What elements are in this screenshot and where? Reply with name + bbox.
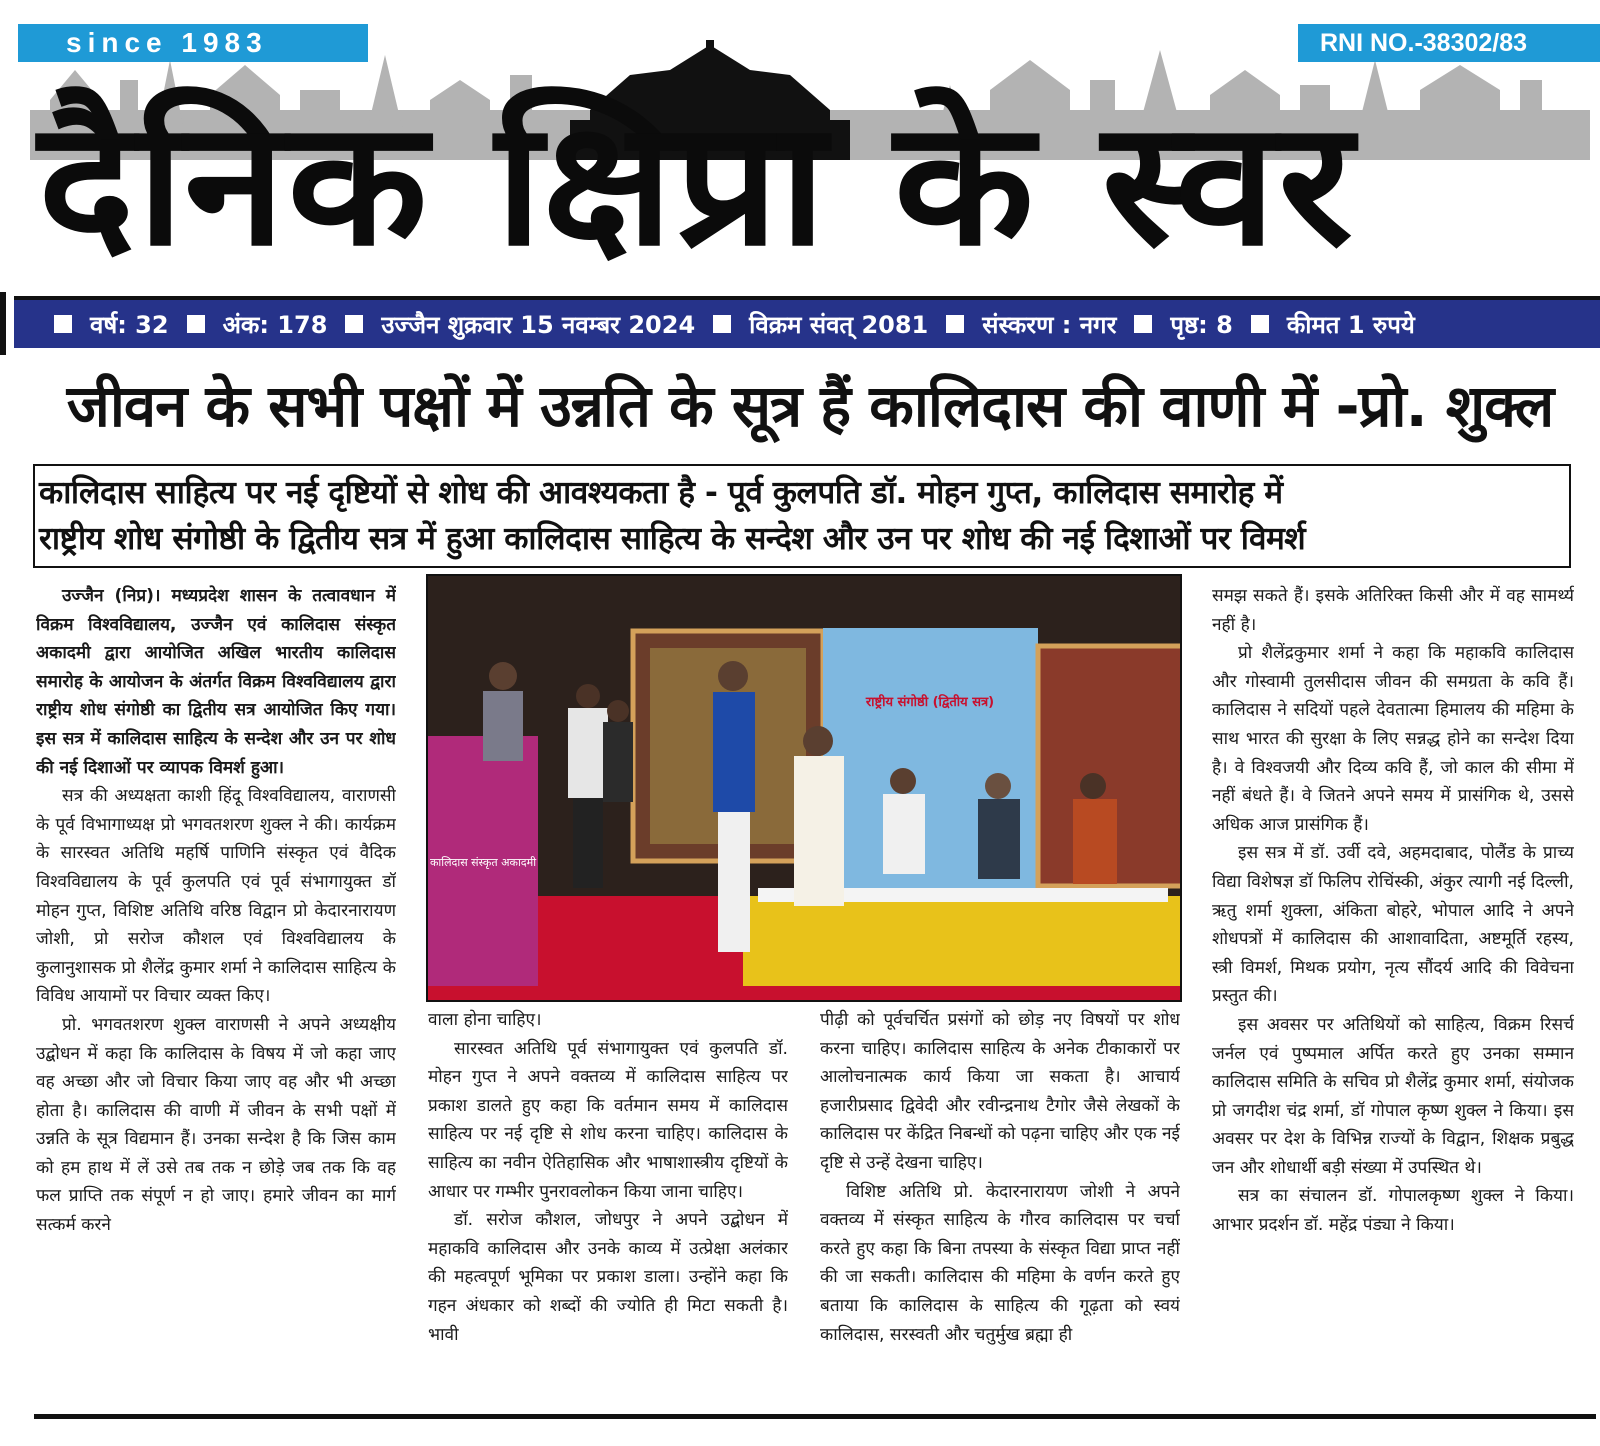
bullet-square-icon bbox=[345, 315, 363, 333]
vikram-samvat: विक्रम संवत् 2081 bbox=[749, 310, 929, 339]
article-paragraph: समझ सकते हैं। इसके अतिरिक्त किसी और में वह सामर्थ्य नहीं है। bbox=[1212, 586, 1574, 635]
bullet-square-icon bbox=[946, 315, 964, 333]
event-photo-illustration bbox=[428, 576, 1182, 1002]
article-paragraph: प्रो. भगवतशरण शुक्ल वाराणसी ने अपने अध्यक्षीय उद्बोधन में कहा कि कालिदास के विषय में जो कहा जाए वह अच्छा और जो विचार किया जाए वह और भी अच्छा होता है। कालिदास की वाणी में जीवन के सभी पक्षों में उन्नति के सूत्र विद्यमान हैं। उनका सन्देश है कि जिस काम को हम हाथ में लें उसे तब तक न छोड़े जब तक कि वह फल प्राप्ति तक संपूर्ण न हो जाए। हमारे जीवन का मार्ग सत्कर्म करने bbox=[36, 1014, 396, 1236]
article-headline: जीवन के सभी पक्षों में उन्नति के सूत्र हैं कालिदास की वाणी में -प्रो. शुक्ल bbox=[66, 372, 1554, 440]
subhead-line-1: कालिदास साहित्य पर नई दृष्टियों से शोध की आवश्यकता है - पूर्व कुलपति डॉ. मोहन गुप्त, कालिदास समारोह में bbox=[39, 475, 1283, 511]
article-paragraph: इस सत्र में डॉ. उर्वी दवे, अहमदाबाद, पोलैंड के प्राच्य विद्या विशेषज्ञ डॉ फिलिप रोचिंस्की, अंकुर त्यागी नई दिल्ली, ऋतु शर्मा शुक्ला, अंकिता बोहरे, भोपाल आदि ने अपने शोधपत्रों में कालिदास की आशावादिता, अष्टमूर्ति रहस्य, स्त्री विमर्श, मिथक प्रयोग, नृत्य सौंदर्य आदि की विवेचना प्रस्तुत की। bbox=[1212, 843, 1574, 1007]
article-paragraph: वाला होना चाहिए। bbox=[428, 1010, 542, 1030]
article-paragraph: डॉ. सरोज कौशल, जोधपुर ने अपने उद्बोधन में महाकवि कालिदास और उनके काव्य में उत्प्रेक्षा अलंकार की महत्वपूर्ण भूमिका पर प्रकाश डाला। उन्होंने कहा कि गहन अंधकार को शब्दों की ज्योति ही मिटा सकती है। भावी bbox=[428, 1210, 788, 1345]
subhead-line-2: राष्ट्रीय शोध संगोष्ठी के द्वितीय सत्र में हुआ कालिदास साहित्य के सन्देश और उन पर शोध की नई दिशाओं पर विमर्श bbox=[39, 521, 1306, 557]
page-count: पृष्ठ: 8 bbox=[1170, 310, 1233, 339]
article-column-4 bbox=[1212, 582, 1574, 1406]
article-column-3 bbox=[820, 1006, 1180, 1406]
article-paragraph: सारस्वत अतिथि पूर्व संभागायुक्त एवं कुलपति डॉ. मोहन गुप्त ने अपने वक्तव्य में कालिदास साहित्य पर प्रकाश डालते हुए कहा कि वर्तमान समय में कालिदास साहित्य पर नई दृष्टि से शोध करना चाहिए। कालिदास के साहित्य का नवीन ऐतिहासिक और भाषाशास्त्रीय दृष्टियों के आधार पर गम्भीर पुनरावलोकन किया जाना चाहिए। bbox=[428, 1038, 788, 1202]
edition-info: संस्करण : नगर bbox=[982, 310, 1117, 339]
issue-date: उज्जैन शुक्रवार 15 नवम्बर 2024 bbox=[381, 310, 696, 339]
bullet-square-icon bbox=[54, 315, 72, 333]
podium-label: कालिदास संस्कृत अकादमी bbox=[429, 856, 537, 869]
banner-title: राष्ट्रीय संगोष्ठी (द्वितीय सत्र) bbox=[865, 695, 995, 710]
newspaper-name: दैनिक क्षिप्रा के स्वर bbox=[38, 83, 1355, 284]
bullet-square-icon bbox=[713, 315, 731, 333]
article-paragraph: प्रो शैलेंद्रकुमार शर्मा ने कहा कि महाकवि कालिदास और गोस्वामी तुलसीदास जीवन की समग्रता के कवि हैं। कालिदास ने सदियों पहले देवतात्मा हिमालय की महिमा के साथ भारत की सुरक्षा के लिए सन्नद्ध होने का सन्देश दिया है। वे विश्वजयी और दिव्य कवि हैं, जो काल की सीमा में नहीं बंधते हैं। वे जितने अपने समय में प्रासंगिक थे, उससे अधिक आज प्रासंगिक हैं। bbox=[1212, 643, 1574, 835]
since-badge: since 1983 bbox=[18, 24, 368, 62]
article-paragraph: विशिष्ट अतिथि प्रो. केदारनारायण जोशी ने अपने वक्तव्य में संस्कृत साहित्य के गौरव कालिदास पर चर्चा करते हुए कहा कि बिना तपस्या के संस्कृत विद्या प्राप्त नहीं की जा सकती। कालिदास की महिमा के वर्णन करते हुए बताया कि कालिदास के साहित्य की गूढ़ता को स्वयं कालिदास, सरस्वती और चतुर्मुख ब्रह्मा ही bbox=[820, 1181, 1180, 1345]
issue-info-strip bbox=[14, 296, 1600, 348]
price-info: कीमत 1 रुपये bbox=[1286, 310, 1415, 339]
article-paragraph: सत्र का संचालन डॉ. गोपालकृष्ण शुक्ल ने किया। आभार प्रदर्शन डॉ. महेंद्र पंड्या ने किया। bbox=[1212, 1186, 1574, 1236]
article-column-2 bbox=[428, 1006, 788, 1406]
yellow-table-cloth bbox=[743, 896, 1182, 986]
article-lead-paragraph: उज्जैन (निप्र)। मध्यप्रदेश शासन के तत्वावधान में विक्रम विश्वविद्यालय, उज्जैन एवं कालिदास संस्कृत अकादमी द्वारा आयोजित अखिल भारतीय कालिदास समारोह के आयोजन के अंतर्गत विक्रम विश्वविद्यालय द्वारा राष्ट्रीय शोध संगोष्ठी का द्वितीय सत्र आयोजित किए गया। इस सत्र में कालिदास साहित्य के सन्देश और उन पर शोध की नई दिशाओं पर व्यापक विमर्श हुआ। bbox=[36, 586, 396, 778]
masthead bbox=[0, 0, 1600, 292]
article-paragraph: पीढ़ी को पूर्वचर्चित प्रसंगों को छोड़ नए विषयों पर शोध करना चाहिए। कालिदास साहित्य के अनेक टीकाकारों पर आलोचनात्मक कार्य किया जा सकता है। आचार्य हजारीप्रसाद द्विवेदी और रवीन्द्रनाथ टैगोर जैसे लेखकों के कालिदास पर केंद्रित निबन्धों को पढ़ना चाहिए और एक नई दृष्टि से उन्हें देखना चाहिए। bbox=[820, 1010, 1180, 1173]
event-photo bbox=[426, 574, 1182, 1002]
article-paragraph: इस अवसर पर अतिथियों को साहित्य, विक्रम रिसर्च जर्नल एवं पुष्पमाल अर्पित करते हुए उनका सम्मान कालिदास समिति के सचिव प्रो शैलेंद्र कुमार शर्मा, संयोजक प्रो जगदीश चंद्र शर्मा, डॉ गोपाल कृष्ण शुक्ल ने किया। इस अवसर पर देश के विभिन्न राज्यों के विद्वान, शिक्षक प्रबुद्ध जन और शोधार्थी बड़ी संख्या में उपस्थित थे। bbox=[1212, 1014, 1574, 1178]
article-column-1 bbox=[36, 582, 396, 1406]
bullet-square-icon bbox=[1251, 315, 1269, 333]
rni-number-badge: RNI NO.-38302/83 bbox=[1298, 24, 1600, 62]
bottom-rule bbox=[34, 1414, 1596, 1419]
year-info: वर्ष: 32 bbox=[90, 310, 169, 339]
bullet-square-icon bbox=[187, 315, 205, 333]
article-subheadline bbox=[33, 464, 1571, 568]
bullet-square-icon bbox=[1134, 315, 1152, 333]
article-paragraph: सत्र की अध्यक्षता काशी हिंदू विश्वविद्यालय, वाराणसी के पूर्व विभागाध्यक्ष प्रो भगवतशरण शुक्ल ने की। कार्यक्रम के सारस्वत अतिथि महर्षि पाणिनि संस्कृत एवं वैदिक विश्वविद्यालय के पूर्व कुलपति एवं पूर्व संभागायुक्त डॉ मोहन गुप्त, विशिष्ट अतिथि वरिष्ठ विद्वान प्रो केदारनारायण जोशी, प्रो सरोज कौशल एवं विश्वविद्यालय के कुलानुशासक प्रो शैलेंद्र कुमार शर्मा ने कालिदास साहित्य के विविध आयामों पर विचार व्यक्त किए। bbox=[36, 786, 396, 1007]
issue-number: अंक: 178 bbox=[222, 310, 328, 339]
